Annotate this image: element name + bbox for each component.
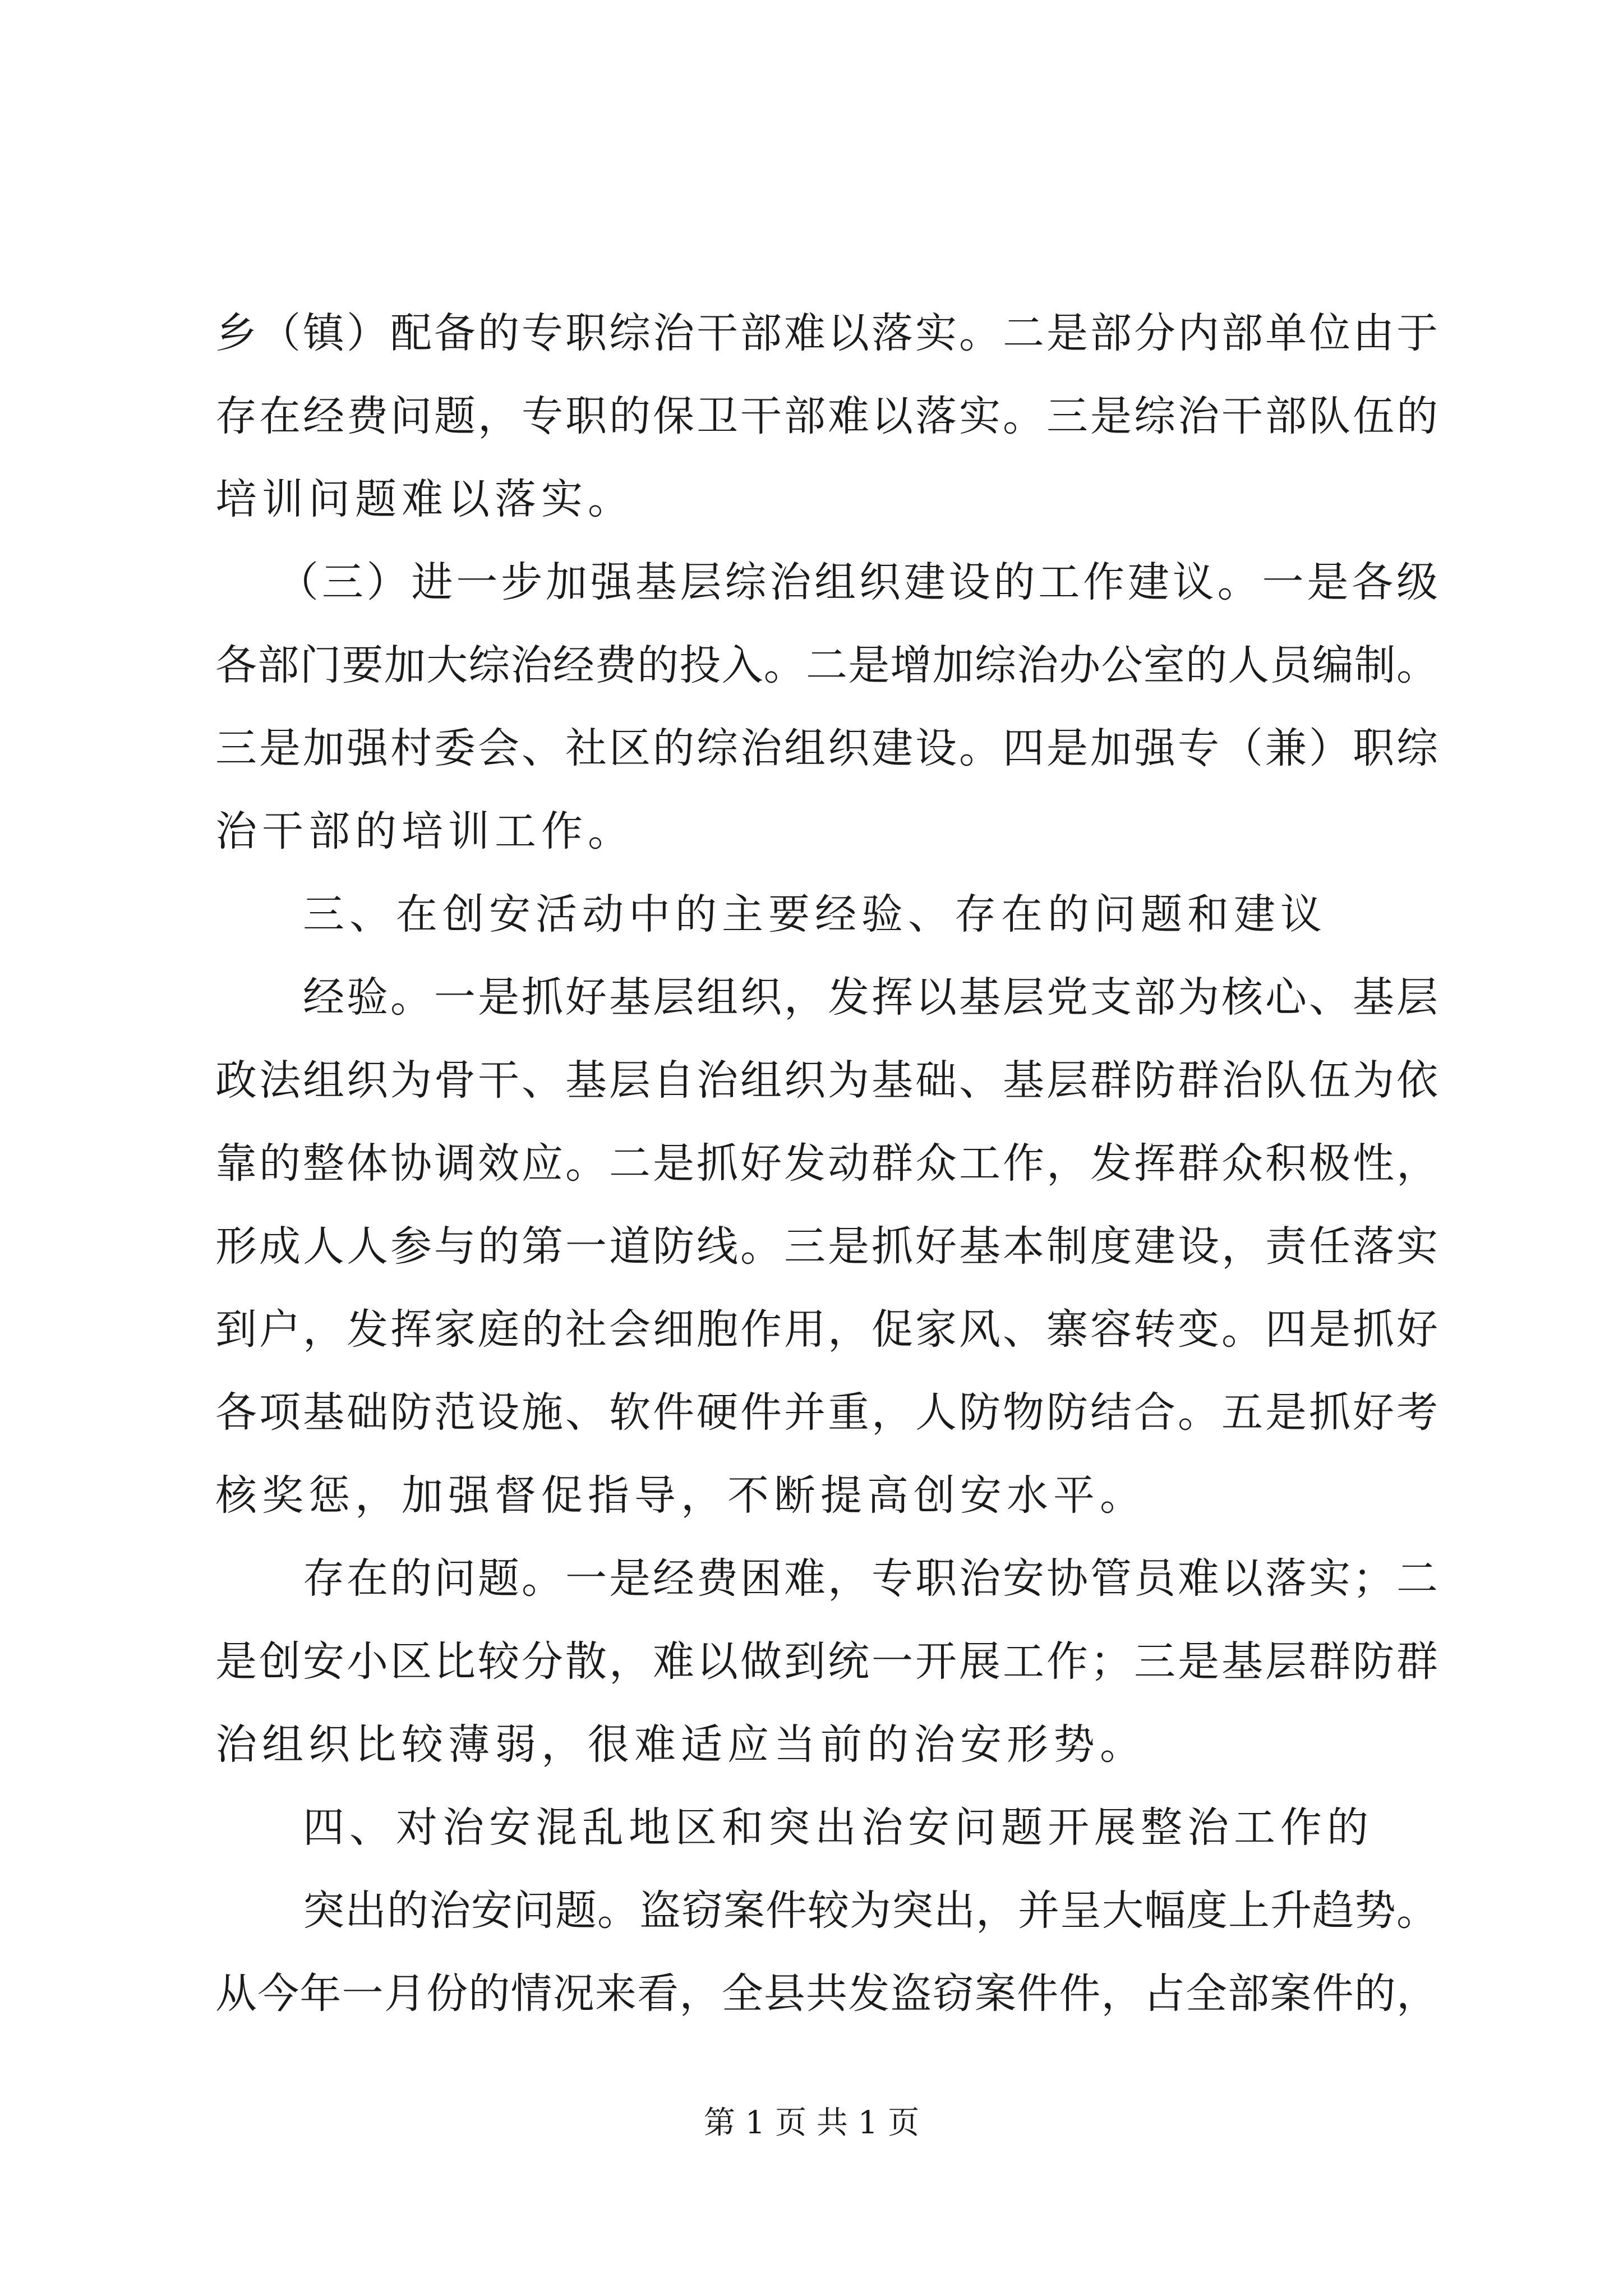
page-number-footer: 第 1 页 共 1 页 xyxy=(703,2105,920,2141)
text-line: 从今年一月份的情况来看，全县共发盗窃案件件，占全部案件的， xyxy=(215,1970,1438,2018)
text-line: 突出的治安问题。盗窃案件较为突出，并呈大幅度上升趋势。 xyxy=(303,1887,1438,1935)
text-line: 存在的问题。一是经费困难，专职治安协管员难以落实；二 xyxy=(303,1554,1438,1603)
text-line: 各部门要加大综治经费的投入。二是增加综治办公室的人员编制。 xyxy=(215,641,1438,689)
section-heading: （三）进一步加强基层综治组织建设的工作建议。一是各级 xyxy=(277,558,1438,606)
text-line: 乡（镇）配备的专职综治干部难以落实。二是部分内部单位由于 xyxy=(215,309,1438,357)
text-line: 存在经费问题，专职的保卫干部难以落实。三是综治干部队伍的 xyxy=(215,392,1438,440)
text-line: 是创安小区比较分散，难以做到统一开展工作；三是基层群防群 xyxy=(215,1637,1438,1686)
text-line: 治干部的培训工作。 xyxy=(215,807,634,855)
text-line: 靠的整体协调效应。二是抓好发动群众工作，发挥群众积极性， xyxy=(215,1139,1438,1188)
text-line: 经验。一是抓好基层组织，发挥以基层党支部为核心、基层 xyxy=(303,973,1438,1022)
document-body xyxy=(215,292,1438,2035)
text-line: 治组织比较薄弱，很难适应当前的治安形势。 xyxy=(215,1720,1146,1769)
text-line: 三是加强村委会、社区的综治组织建设。四是加强专（兼）职综 xyxy=(215,724,1438,772)
text-line: 形成人人参与的第一道防线。三是抓好基本制度建设，责任落实 xyxy=(215,1222,1438,1271)
text-line: 政法组织为骨干、基层自治组织为基础、基层群防群治队伍为依 xyxy=(215,1056,1438,1105)
section-heading: 三、在创安活动中的主要经验、存在的问题和建议 xyxy=(303,890,1327,938)
text-line: 培训问题难以落实。 xyxy=(215,475,634,523)
text-line: 核奖惩，加强督促指导，不断提高创安水平。 xyxy=(215,1471,1146,1520)
section-heading: 四、对治安混乱地区和突出治安问题开展整治工作的 xyxy=(303,1803,1373,1852)
text-line: 到户，发挥家庭的社会细胞作用，促家风、寨容转变。四是抓好 xyxy=(215,1305,1438,1354)
text-line: 各项基础防范设施、软件硬件并重，人防物防结合。五是抓好考 xyxy=(215,1388,1438,1437)
